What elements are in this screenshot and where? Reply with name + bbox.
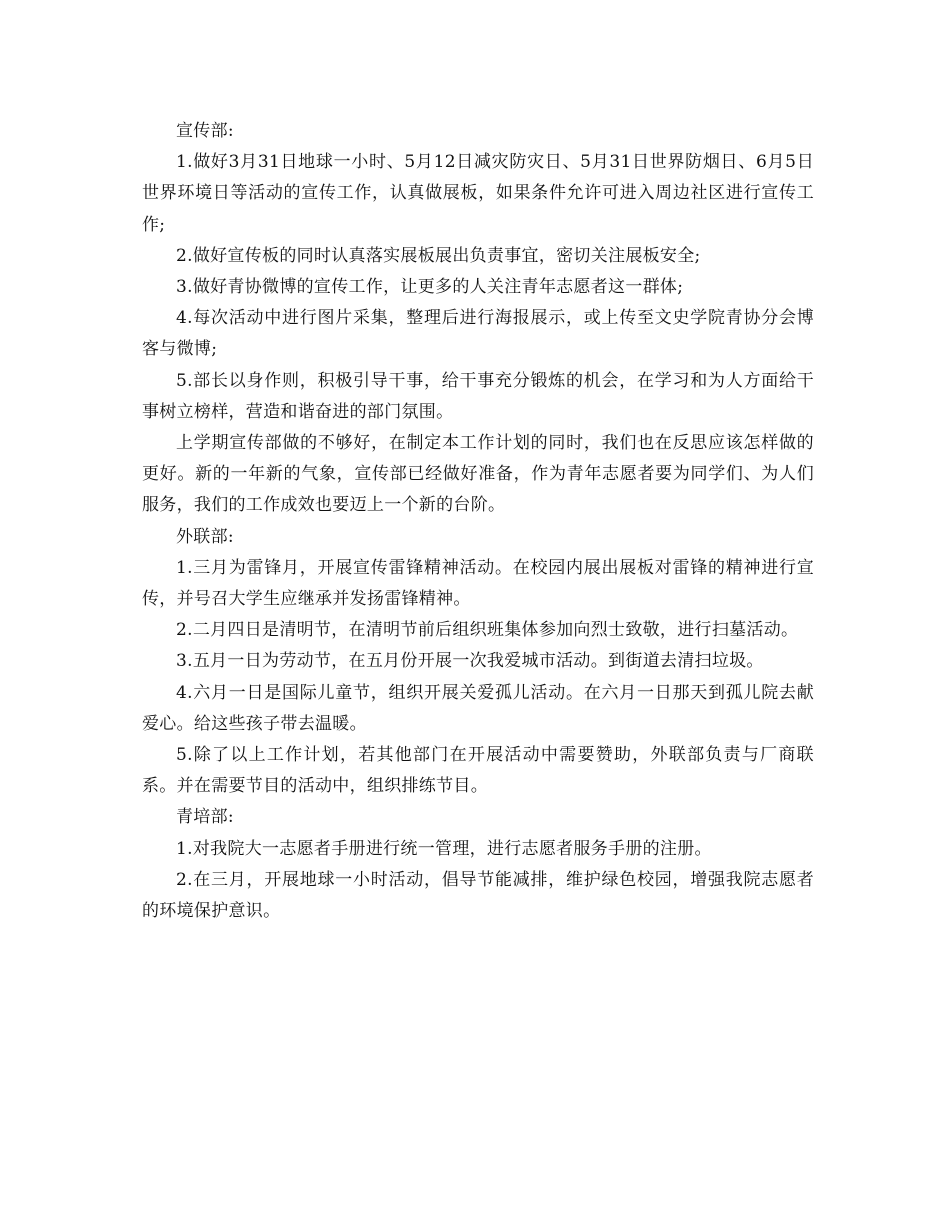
document-body — [142, 116, 814, 927]
paragraph: 5.除了以上工作计划，若其他部门在开展活动中需要赞助，外联部负责与厂商联系。并在需要节目的活动中，组织排练节目。 — [142, 745, 814, 797]
paragraph: 3.做好青协微博的宣传工作，让更多的人关注青年志愿者这一群体; — [176, 277, 684, 298]
paragraph: 2.做好宣传板的同时认真落实展板展出负责事宜，密切关注展板安全; — [176, 245, 701, 266]
paragraph: 4.每次活动中进行图片采集，整理后进行海报展示，或上传至文史学院青协分会博客与微博; — [142, 308, 814, 360]
paragraph: 1.做好3月31日地球一小时、5月12日减灾防灾日、5月31日世界防烟日、6月5日世界环境日等活动的宣传工作，认真做展板，如果条件允许可进入周边社区进行宣传工作; — [142, 152, 814, 235]
paragraph: 2.在三月，开展地球一小时活动，倡导节能减排，维护绿色校园，增强我院志愿者的环境保护意识。 — [142, 869, 814, 922]
section-heading-publicity: 宣传部: — [176, 121, 234, 141]
section-heading-training: 青培部: — [176, 807, 234, 828]
paragraph: 3.五月一日为劳动节，在五月份开展一次我爱城市活动。到街道去清扫垃圾。 — [176, 651, 764, 672]
paragraph: 2.二月四日是清明节，在清明节前后组织班集体参加向烈士致敬，进行扫墓活动。 — [176, 620, 799, 641]
paragraph: 上学期宣传部做的不够好，在制定本工作计划的同时，我们也在反思应该怎样做的更好。新的一年新的气象，宣传部已经做好准备，作为青年志愿者要为同学们、为人们服务，我们的工作成效也要迈上一个新的台阶。 — [142, 433, 814, 516]
paragraph: 1.对我院大一志愿者手册进行统一管理，进行志愿者服务手册的注册。 — [176, 838, 712, 859]
paragraph: 4.六月一日是国际儿童节，组织开展关爱孤儿活动。在六月一日那天到孤儿院去献爱心。给这些孩子带去温暖。 — [142, 682, 814, 734]
section-heading-external: 外联部: — [176, 526, 234, 547]
paragraph: 5.部长以身作则，积极引导干事，给干事充分锻炼的机会，在学习和为人方面给干事树立榜样，营造和谐奋进的部门氛围。 — [142, 370, 814, 422]
paragraph: 1.三月为雷锋月，开展宣传雷锋精神活动。在校园内展出展板对雷锋的精神进行宣传，并号召大学生应继承并发扬雷锋精神。 — [142, 557, 814, 610]
